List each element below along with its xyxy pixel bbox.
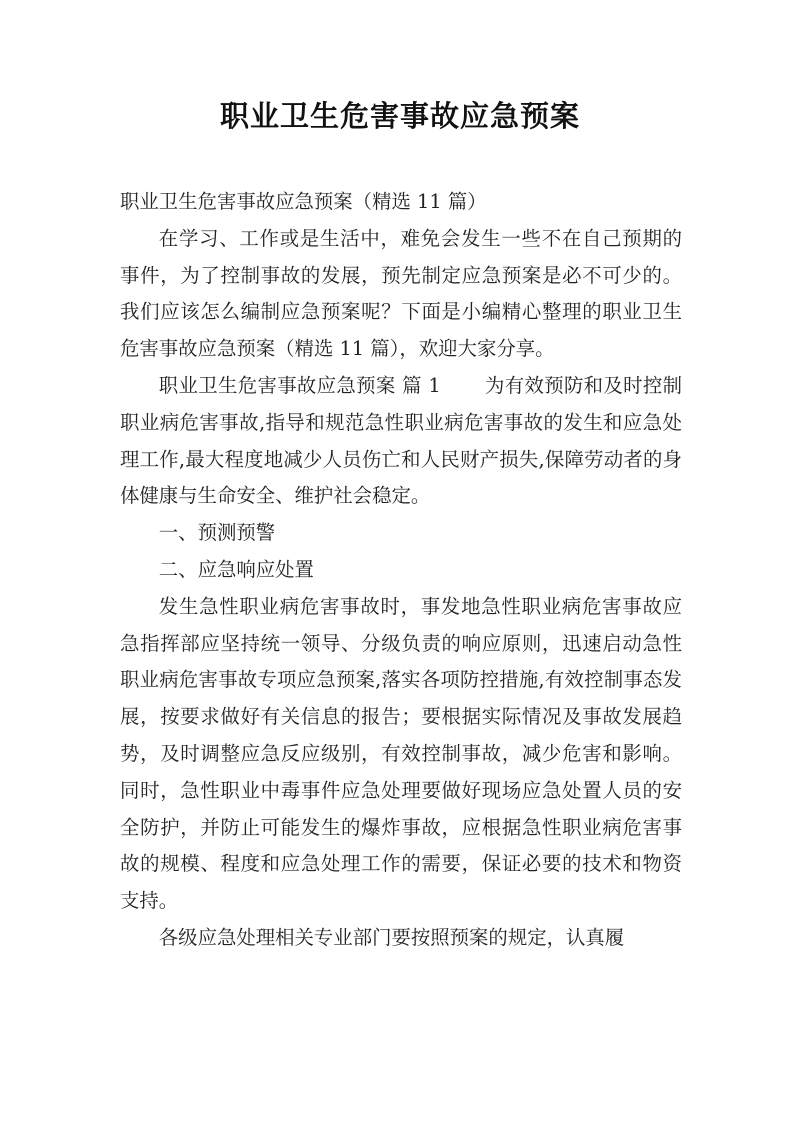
section-1-heading: 职业卫生危害事故应急预案 篇 1 [158,373,441,397]
item-emergency-response: 二、应急响应处置 [158,557,314,581]
document-subtitle: 职业卫生危害事故应急预案（精选 11 篇） [120,190,487,213]
response-paragraph: 发生急性职业病危害事故时，事发地急性职业病危害事故应急指挥部应坚持统一领导、分级负责的响应原则，迅速启动急性职业病危害事故专项应急预案,落实各项防控措施,有效控制事态发展，按要求做好有关信息的报告；要根据实际情况及事故发展趋势，及时调整应急反应级别，有效控制事故，减少危害和影响。同时，急性职业中毒事件应急处理要做好现场应急处置人员的安全防护，并防止可能发生的爆炸事故，应根据急性职业病危害事故的规模、程度和应急处理工作的需要，保证必要的技术和物资支持。 [120,594,682,913]
section-1-text: 为有效预防和及时控制职业病危害事故,指导和规范急性职业病危害事故的发生和应急处理工作,最大程度地减少人员伤亡和人民财产损失,保障劳动者的身体健康与生命安全、维护社会稳定。 [120,373,682,508]
section-1-paragraph [120,368,682,515]
document-title: 职业卫生危害事故应急预案 [219,99,580,133]
last-paragraph: 各级应急处理相关专业部门要按照预案的规定，认真履 [158,925,625,949]
intro-paragraph: 在学习、工作或是生活中，难免会发生一些不在自己预期的事件，为了控制事故的发展，预先制定应急预案是必不可少的。我们应该怎么编制应急预案呢？下面是小编精心整理的职业卫生危害事故应急预案（精选 11 篇），欢迎大家分享。 [120,226,682,361]
item-forecast-warning: 一、预测预警 [158,521,276,545]
document-body [120,184,682,957]
